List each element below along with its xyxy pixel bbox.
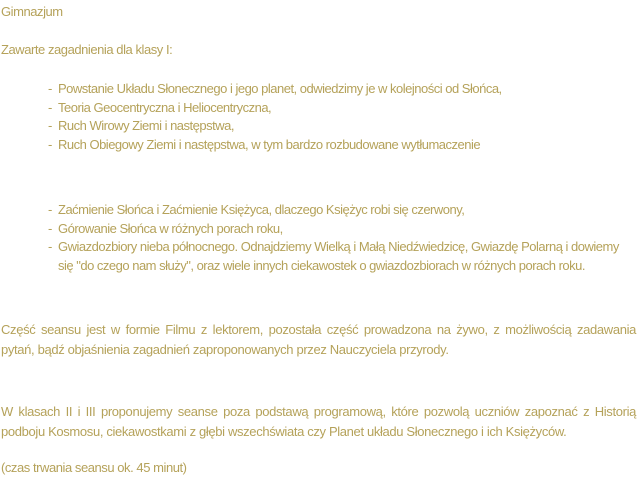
section-heading: Gimnazjum — [1, 4, 63, 19]
list-item: - Zaćmienie Słońca i Zaćmienie Księżyca, dlaczego Księżyc robi się czerwony, — [48, 201, 634, 220]
topics-list-1 — [48, 80, 637, 154]
list-item: - Ruch Wirowy Ziemi i następstwa, — [48, 117, 637, 136]
topics-list-2 — [48, 201, 634, 275]
info-paragraph-2: W klasach II i III proponujemy seanse poza podstawą programową, które pozwolą uczniów zapoznać z Historią podboju Kosmosu, ciekawostkami z głębi wszechświata czy Planet układu Słonecznego i ich Księżyców. — [1, 404, 636, 439]
list-item: - Powstanie Układu Słonecznego i jego planet, odwiedzimy je w kolejności od Słońca, — [48, 80, 637, 99]
info-paragraph: Część seansu jest w formie Filmu z lektorem, pozostała część prowadzona na żywo, z możliwością zadawania pytań, bądź objaśnienia zagadnień zaproponowanych przez Nauczyciela przyrody. — [1, 322, 636, 357]
list-item: - Górowanie Słońca w różnych porach roku, — [48, 220, 634, 239]
list-item: - Gwiazdozbiory nieba północnego. Odnajdziemy Wielką i Małą Niedźwiedzicę, Gwiazdę Polarną i dowiemy się "do czego nam służy", oraz wiele innych ciekawostek o gwiazdozbiorach w różnych porach roku. — [48, 238, 634, 275]
list-item: - Ruch Obiegowy Ziemi i następstwa, w tym bardzo rozbudowane wytłumaczenie — [48, 136, 637, 155]
section-subheading: Zawarte zagadnienia dla klasy I: — [1, 42, 173, 57]
duration-note: (czas trwania seansu ok. 45 minut) — [1, 460, 187, 475]
list-item: - Teoria Geocentryczna i Heliocentryczna, — [48, 99, 637, 118]
